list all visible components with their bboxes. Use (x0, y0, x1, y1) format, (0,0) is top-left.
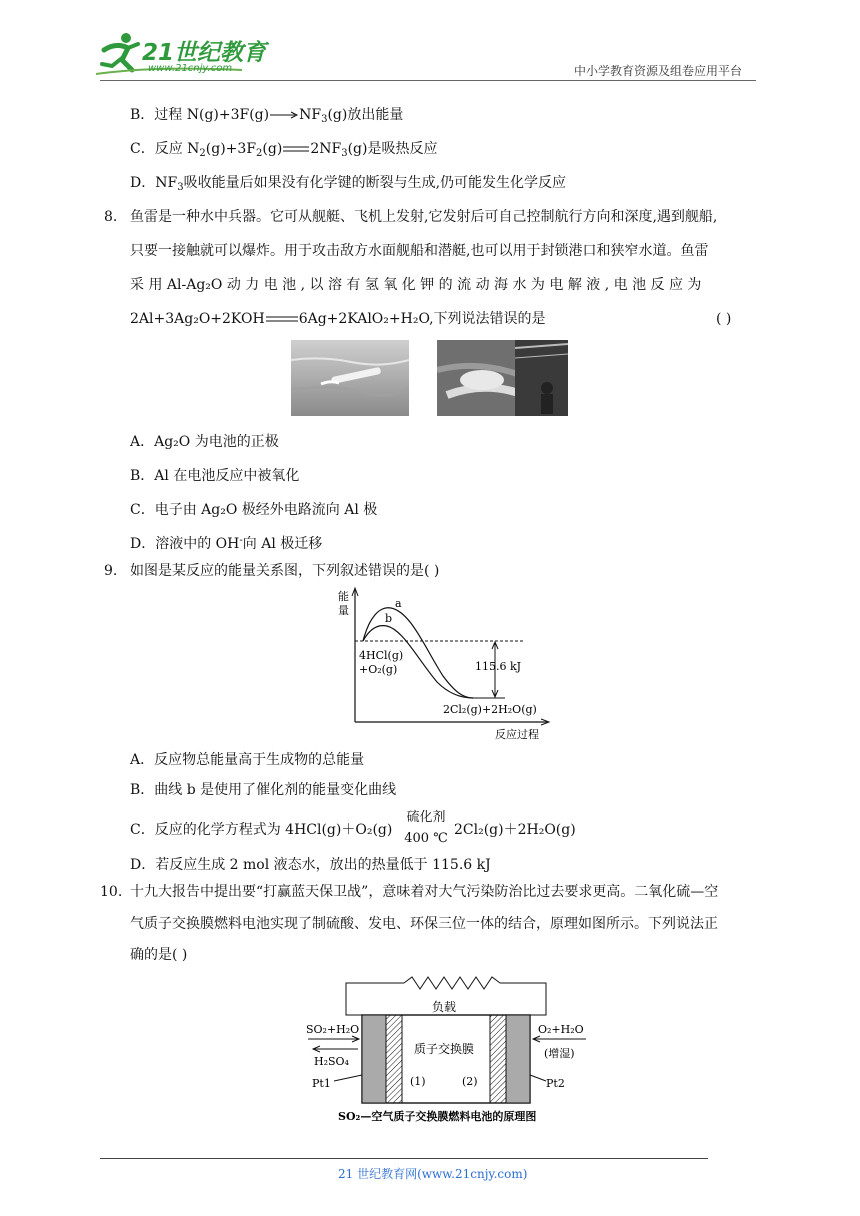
zone-2-label: (2) (462, 1075, 478, 1088)
q8-number: 8. (104, 209, 118, 225)
axis-label-reaction-process: 反应过程 (495, 728, 539, 741)
q8-stem-line4: 2Al+3Ag₂O+2KOH 6Ag+2KAlO₂+H₂O,下列说法错误的是 (130, 311, 546, 327)
q9-number: 9. (104, 563, 118, 579)
equals-sign-icon (265, 314, 299, 324)
curve-a-label: a (395, 597, 402, 610)
q9-option-a: A．反应物总能量高于生成物的总能量 (130, 752, 365, 768)
axis-label-energy-2: 量 (338, 604, 349, 617)
q9-option-d: D．若反应生成 2 mol 液态水，放出的热量低于 115.6 kJ (130, 857, 491, 873)
header-divider (100, 80, 756, 81)
load-label: 负载 (432, 1000, 457, 1014)
q8-option-a: A．Ag₂O 为电池的正极 (130, 434, 279, 450)
curve-b-label: b (385, 612, 393, 625)
energy-value-label: 115.6 kJ (475, 660, 522, 673)
q8-answer-bracket: ( ) (716, 311, 732, 327)
arrow-icon (269, 110, 299, 120)
q8-option-d: D．溶液中的 OH-向 Al 极迁移 (130, 535, 323, 552)
fuel-cell-diagram (300, 975, 600, 1125)
footer-divider (100, 1158, 708, 1159)
zone-1-label: (1) (410, 1075, 426, 1088)
q7-option-c: C．反应 $N_2(g)+3F_2(g)$ $2NF_3(g)$是吸热反应 (130, 141, 438, 159)
q8-option-c: C．电子由 Ag₂O 极经外电路流向 Al 极 (130, 502, 378, 518)
reactant-label-2: +O₂(g) (359, 663, 398, 676)
q7-option-b: B．过程 N(g)+3F(g) $NF_3(g)$放出能量 (130, 107, 404, 125)
right-input-label: O₂+H₂O (538, 1023, 584, 1036)
electrode-pt2 (506, 1015, 530, 1103)
pt1-label: Pt1 (312, 1077, 331, 1090)
header-platform-text: 中小学教育资源及组卷应用平台 (574, 64, 743, 78)
product-label: 2Cl₂(g)+2H₂O(g) (443, 703, 537, 716)
load-resistor-icon (404, 977, 500, 989)
equals-sign-icon (282, 144, 310, 154)
fuel-cell-caption: SO₂—空气质子交换膜燃料电池的原理图 (338, 1110, 537, 1123)
electrode-pt1 (362, 1015, 386, 1103)
axis-label-energy-1: 能 (338, 590, 349, 603)
logo-sub-text: www.21cnjy.com (148, 63, 233, 74)
catalyst-condition: 硫化剂 400 ℃ (402, 810, 450, 846)
membrane-label: 质子交换膜 (414, 1042, 475, 1056)
q10-stem-line1: 十九大报告中提出要“打赢蓝天保卫战”，意味着对大气污染防治比过去要求更高。二氧化硫—空 (130, 884, 719, 900)
q7-option-d: D．$NF_3$吸收能量后如果没有化学键的断裂与生成,仍可能发生化学反应 (130, 175, 567, 193)
right-note-label: (增湿) (544, 1047, 575, 1060)
q9-stem: 如图是某反应的能量关系图，下列叙述错误的是( ) (130, 563, 440, 579)
q10-stem-line3: 确的是( ) (130, 947, 188, 963)
left-input-label: SO₂+H₂O (306, 1023, 360, 1036)
torpedo-photo-right (437, 340, 568, 416)
left-output-label: H₂SO₄ (314, 1055, 349, 1068)
header-logo (92, 30, 272, 80)
q9-option-b: B．曲线 b 是使用了催化剂的能量变化曲线 (130, 782, 397, 798)
q8-stem-line1: 鱼雷是一种水中兵器。它可从舰艇、飞机上发射,它发射后可自己控制航行方向和深度,遇到舰船, (130, 209, 718, 225)
torpedo-photo-left (291, 340, 409, 416)
q10-stem-line2: 气质子交换膜燃料电池实现了制硫酸、发电、环保三位一体的结合，原理如图所示。下列说法正 (130, 916, 718, 932)
pt2-label: Pt2 (546, 1077, 565, 1090)
footer-site-link[interactable]: 21 世纪教育网(www.21cnjy.com) (338, 1167, 528, 1181)
energy-diagram (335, 588, 555, 744)
logo-main-text: 21世纪教育 (142, 40, 267, 66)
q8-stem-line3: 采 用 Al-Ag₂O 动 力 电 池 , 以 溶 有 氢 氧 化 钾 的 流 动 海 水 为 电 解 液 , 电 池 反 应 为 (130, 277, 702, 293)
q8-stem-line2: 只要一接触就可以爆炸。用于攻击敌方水面舰船和潜艇,也可以用于封锁港口和狭窄水道。鱼雷 (130, 243, 709, 259)
q8-option-b: B．Al 在电池反应中被氧化 (130, 468, 300, 484)
reactant-label-1: 4HCl(g) (359, 649, 404, 662)
q10-number: 10. (100, 884, 123, 900)
